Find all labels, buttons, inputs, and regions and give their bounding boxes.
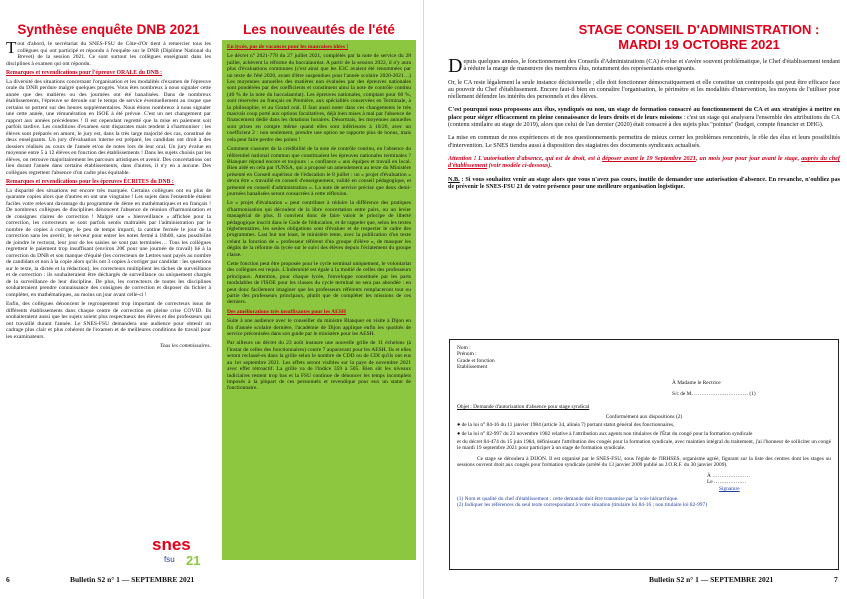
stage-title-line2: MARDI 19 OCTOBRE 2021 [618, 37, 780, 52]
summer-news-title: Les nouveautés de l'été [243, 22, 395, 37]
stage-title [554, 22, 844, 52]
form-law-3: et du décret 84-474 du 15 juin 1984, définissant l'attribution des congés pour la formation syndicale, avec maintien intégral du traitement, j'ai l'honneur de solliciter un congé le mardi 19 septembre 2021 pour participer à un stage de formation syndicale. [457, 438, 831, 452]
form-law-2: ● de la loi n° 82-997 du 23 novembre 1982 relative à l'attribution aux agents non titulaires de l'État du congé pour la formation syndicale [457, 430, 753, 437]
attention-notice: Attention ! L'autorisation d'absence, qui est de droit, est à déposer avant le 19 Septembre 2021, un mois jour pour jour avant le stage, auprès du chef d'établissement (voir modèle ci-dessous). [448, 154, 840, 170]
intro-dropcap: T [6, 38, 17, 57]
stage-title-line1: STAGE CONSEIL D'ADMINISTRATION : [578, 22, 820, 37]
written-heading: Remarques et revendications pour les épreuves ÉCRITES du DNB : [6, 179, 174, 186]
evaluation-project-paragraph: Le « projet d'évaluation » peut contribuer à réduire la différence des pratiques d'harmonisation qui découlent de la libre concertation entre pairs, ou un levier managérial de plus. Il convient donc de faire valoir le principe de liberté pédagogique inscrit dans le Code de l'éducation, et de rappeler que, selon les textes réglementaires, les seules obligations sont d'évaluer et de respecter le cadre des programmes. Last but not least, le ministère tente, avec la publication d'un texte créant la fonction de « professeur référent d'un groupe d'élève », de masquer les dégâts de la réforme du lycée sur le suivi des élèves depuis l'éclatement du groupe classe. [227, 200, 411, 258]
control-paragraph: Comment s'assurer de la crédibilité de la note de contrôle continu, en l'absence du référentiel national commun que constituaient les épreuves nationales terminales ? Blanquer répond encore et toujours : « confiance » aux équipes et travail en local. Bien aidé en cela par l'UNSA, qui a proposé un amendement au texte du Ministère présenté en Conseil supérieur de l'éducation le 8 juillet : un « projet d'évaluation » devra être « travaillé en conseil d'enseignement, validé en conseil pédagogique, et présenté en conseil d'administration ». La note de service précise que deux demi-journées banalisées seront consacrées à cette réflexion. [227, 146, 411, 197]
summer-news-column [222, 22, 416, 572]
stage-ca-paragraph: Or, le CA reste légalement la seule instance décisionnelle ; elle doit fonctionner démocratiquement et elle constitue un contrepoids qui peut être efficace face au pouvoir du Chef d'établissement. Encore faut-il bien en connaître l'organisation, le périmètre et les modalités d'intervention, les moyens de l'utiliser pour réellement défendre les intérêts des personnels et des élèves. [448, 78, 840, 101]
lycee-lead: En lycée, pas de vacances pour les mauvaises idées ! [227, 44, 349, 50]
form-place: À ………………… [707, 473, 750, 480]
logo-fsu-text: fsu [164, 555, 175, 564]
form-law-1: ● de la loi n° 84-16 du 11 janvier 1984 (article 34, alinéa 7) portant statut général des fonctionnaires, [457, 422, 675, 429]
logo-snes-text: snes [152, 535, 191, 554]
snes-fsu-logo-icon [150, 528, 208, 568]
conclusion-paragraph: Enfin, des collègues dénoncent le regroupement trop important de correcteurs issus de différents établissements dans chaque centre de correction en pleine crise COVID. Ils souhaiteraient aussi que les sujets soient plus respectueux des élèves et des professeurs qui ont travaillé durant l'année. Le SNES-FSU demandera une audience pour obtenir un cadrage plus clair et plus cohérent de l'examen et de meilleures conditions de travail pour les examinateurs. [6, 301, 211, 340]
summer-news-body [227, 44, 411, 392]
form-note-2: (2) Indiquer les références du seul texte correspondant à votre situation (titulaire loi 84-16 ; non titulaire loi 82-997) [457, 502, 707, 509]
right-page [424, 0, 847, 599]
bac-reform-paragraph: Le décret n° 2021-778 du 27 juillet 2021, complétés par la note de service du 28 juillet, achèvent la réforme du baccalauréat. A partir de la session 2022, il n'y aura plus d'évaluations communes (c'est ainsi que les E3C avaient été renommées par un texte de l'été 2020, avant d'être suspendues pour l'année scolaire 2020-2021…) Les moyennes annuelles des matières non évaluées par des épreuves nationales sont pondérées par des coefficients et constituent ainsi la note de contrôle continu (40 % de la note du baccalauréat). Les épreuves nationales, comptant pour 60 %, sont réservées au français en Première, aux spécialités conservées en Terminale, à la philosophie, et au Grand oral. Il faut aussi noter dans ces changements le très mauvais coup porté aux options facultatives, déjà bien mises à mal par l'absence de financement dédié dans les dotations horaires. Désormais, les moyennes annuelles sont prises en compte même quand elles sont inférieures à 10/20, avec un coefficient 2 : non seulement, prendre une option ne rapporte plus de bonus, mais cela peut faire perdre des points ! [227, 53, 411, 143]
form-note-1: (1) Nom et qualité du chef d'établissement : cette demande doit être transmise par la voie hiérarchique. [457, 496, 679, 503]
logo-number-text: 21 [186, 553, 201, 568]
right-footer: Bulletin S2 n° 1 — SEPTEMBRE 2021 [649, 575, 774, 584]
aesh-paragraph-1: Suite à une audience avec le conseiller du ministre Blanquer en visite à Dijon en fin d'année scolaire dernière, l'académie de Dijon applique enfin les quotités de service préconisées dans son guide par le ministère pour les AESH. [227, 318, 411, 338]
dnb-intro-paragraph: Tout d'abord, le secrétariat du SNES-FSU de Côte-d'Or tient à remercier tous les collègues qui ont participé et répondu à l'enquête sur le DNB (Diplôme National du Brevet) de la session 2021. Ce sont surtout les collègues enseignant dans les disciplines à examen qui ont répondu. [6, 38, 211, 67]
written-paragraph: La disparité des situations est encore très marquée. Certains collègues ont eu plus de quarante copies alors que d'autres en ont une vingtaine ! Les sujets dans l'ensemble étaient faciles votre relevant davantage du programme de 4ème en mathématiques et en français ! De nombreux collègues de disciplines dénoncent l'absence de réunion d'harmonisation et de consignes claires de correction ! Malgré une « bienveillance » affichée pour la correction, les correcteurs se sont parfois sentis maltraités par l'administration par le nombre de copies à corriger, le peu de temps imparti, la cantine fermée le jour de la correction sans les avertir, le serveur pour entrer les notes fermé à 18h00, sans possibilité de joindre le rectorat, leur jour de les saisies ne sont pas terminées… Tous les collègues regrettent le paiement trop insuffisant (environ 20€ pour une journée de travail) lié à la correction du DNB et son manque d'équité (les correcteurs de Lettres sont payés au nombre de candidats et non à la copie alors qu'ils ont 3 copies à corriger par candidat : les questions sur le texte, la dictée et la rédaction), les correcteurs multiplient les tâches de surveillance et de correction : ils souhaiteraient être déchargés de surveillance ou uniquement chargés de la surveillance de leur discipline. De plus, les correcteurs de toutes les disciplines souhaiteraient prendre connaissance des consignes de correction et disposer du fichier à compléter, en mathématiques, au moins un jour avant celle-ci ! [6, 187, 211, 298]
summer-news-box [222, 40, 416, 560]
form-stage-info: Ce stage se déroulera à DIJON. Il est organisé par le SNES-FSU, sous l'égide de l'IRHSES, organisme agréé, figurant sur la liste des centres dont les stages ou sessions ouvrent droit aux congés pour formation syndicale (arrêté du 13 janvier 2009 publié au J.O.R.F. du 30 janvier 2009). [457, 455, 831, 468]
form-conform: Conformément aux dispositions (2) [605, 414, 683, 421]
left-page-number: 6 [6, 575, 10, 584]
left-page [0, 0, 423, 599]
aesh-heading: Des améliorations très insuffisantes pour les AESH [227, 308, 347, 315]
form-recipient: À Madame le Rectrice [672, 380, 721, 387]
oral-heading: Remarques et revendications pour l'épreuve ORALE du DNB : [6, 70, 163, 76]
form-date: Le ……………… [707, 479, 747, 486]
stage-body [448, 55, 840, 196]
form-prenom: Prénom : [457, 351, 477, 358]
form-notes [457, 496, 831, 509]
nb-notice: N.B. : Si vous souhaitez venir au stage alors que vous n'avez pas cours, inutile de demander une autorisation d'absence. En revanche, n'oubliez pas de prévenir le SNES-FSU 21 de votre présence pour une meilleure organisation logistique. [448, 175, 840, 190]
right-page-number: 7 [834, 575, 838, 584]
form-grade: Grade et fonction [457, 357, 495, 364]
stage-experience-paragraph: La mise en commun de nos expériences et de nos questionnements permettra de mieux cerner les problèmes rencontrés, le rôle des élus et leurs possibilités d'intervention. Le SNES tiendra aussi à disposition des stagiaires des documents syndicaux actualisés. [448, 134, 840, 149]
form-signature: Signature [719, 485, 740, 492]
referent-paragraph: Cette fonction peut être proposée pour le cycle terminal uniquement, le volontariat des collègues est requis. L'indemnité est égale à la moitié de celles des professeurs principaux. Attention, pour chaque lycée, l'enveloppe constituée par les parts modulables de l'ISOE pour les classes du cycle terminal ne sera pas abondée : en peut donc facilement imaginer que les professeurs référents remplaceront tout ou partie des professeurs principaux, plutôt que de compléter les missions de ces derniers. [227, 261, 411, 306]
absence-request-form [449, 339, 839, 570]
form-hierarchy: S/c de M. ………………………… (1) [672, 391, 756, 398]
stage-proposal-paragraph: C'est pourquoi nous proposons aux élus, syndiqués ou non, un stage de formation consacré au fonctionnement du CA et aux stratégies à mettre en place pour siéger efficacement en pleine connaissance de leurs droits et de leurs missions : c'est un stage qui analysera l'ensemble des attributions du CA (contenu similaire au stage de 2019), alors que celui de l'an dernier (2020) était consacré à des sujets plus "pointus" (budget, compte financier et DHG). [448, 106, 840, 129]
left-footer: Bulletin S2 n° 1 — SEPTEMBRE 2021 [70, 575, 195, 584]
form-etablissement: Etablissement [457, 363, 488, 370]
oral-paragraph: La diversité des situations concernant l'organisation et les modalités d'examen de l'épreuve orale du DNB perdure malgré quelques progrès. Vous êtes nombreux à nous signaler cette année que des matières ou des journées ont été banalisées. Dans de nombreux établissements, l'épreuve se déroule sur le temps de service éventuellement au risque que certains se portent sur des heures supplémentaires. Nous étions nombreux à nous signaler une cette année, une rémunération en ISOE à été prévue. C'est un net changement par rapport aux années précédentes ! Il est cependant regretté que la mise en paiement soit parfois tardive. Les conditions d'examen sont disparates mais tendent à s'harmoniser : les élèves sont préparés en amont, le jury est, dans la très large majorité des cas, constitué de deux enseignants. Un jury d'évaluation interne est préparé, les candidats ont droit à des dossiers réalisés au cours de l'année et/ou de notes lors de leur oral. Un jury évalue en moyenne entre 5 à 12 élèves en fonction des établissements ! Dans les sujets choisis par les élèves, on retrouve majoritairement les parcours artistiques et avenir. Des concertations ont lieu durant l'année dans certains établissements, dans d'autres, il n'y en a aucune. Des collègues regrettent l'absence d'un cadre plus équitable. [6, 78, 211, 176]
form-objet: Objet : Demande d'autorisation d'absence pour stage syndical [457, 403, 590, 410]
dnb-signature: Tous les commissaires. [159, 343, 211, 350]
dnb-survey-column [6, 22, 211, 572]
dnb-survey-title: Synthèse enquête DNB 2021 [17, 22, 200, 37]
dnb-survey-body [6, 38, 211, 350]
aesh-paragraph-2: Par ailleurs un décret du 23 août instaure une nouvelle grille de 11 échelons (à l'instar de celles des fonctionnaires) contre 7 auparavant pour les AESH. Ils et elles seront reclassé-es dans la grille selon le nombre de CDD ou de CDI qu'ils ont eus au 1er septembre 2021. Les effets seront visibles sur la paye de novembre 2021 avec effet rétroactif. La grille va de l'indice 359 à 505. Bien sûr les niveaux indiciaires restent trop bas et la FSU continue de dénoncer les temps incomplets imposés à la plupart de ces personnels et revendique pour eux un statut de fonctionnaire. [227, 340, 411, 392]
form-nom: Nom : [457, 345, 471, 351]
stage-intro-paragraph: Depuis quelques années, le fonctionnement des Conseils d'Administrations (CA) évolue et s'avère souvent problématique, le Chef d'établissement tendant à réduire la marge de manœuvre des membres élus, notamment des représentants enseignants. [448, 55, 840, 77]
stage-dropcap: D [448, 55, 463, 77]
